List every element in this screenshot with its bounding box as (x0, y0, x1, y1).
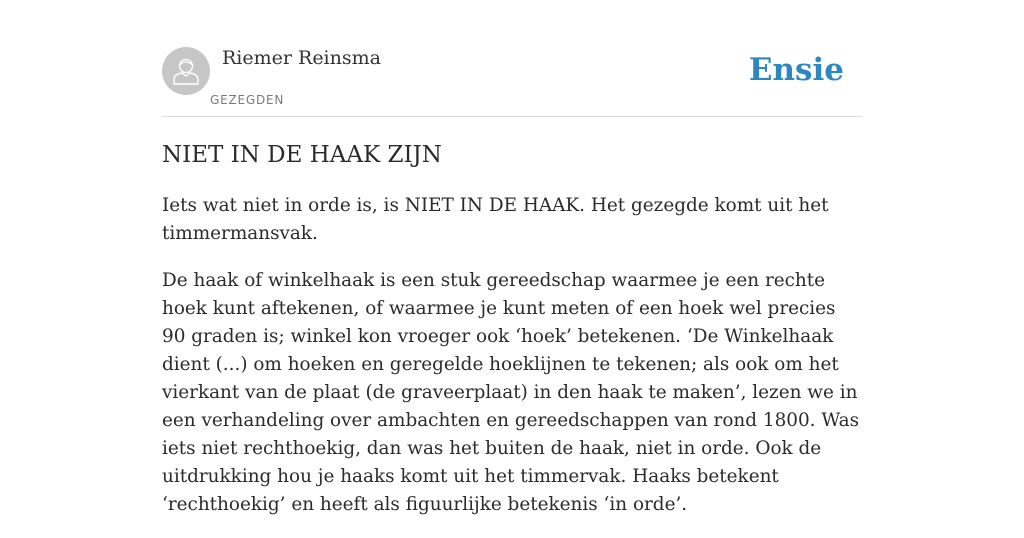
paragraph-intro: Iets wat niet in orde is, is NIET IN DE HAAK. Het gezegde komt uit het timmermansvak. (162, 195, 829, 244)
category-link[interactable]: GEZEGDEN (210, 93, 285, 107)
author-name-link[interactable]: Riemer Reinsma (222, 47, 381, 69)
user-avatar-icon (162, 47, 210, 95)
article-body (162, 192, 862, 538)
ensie-logo-link[interactable]: Ensie (748, 52, 844, 88)
page-container (162, 0, 862, 515)
author-avatar[interactable] (162, 47, 210, 95)
article-header (162, 0, 862, 117)
article-title: NIET IN DE HAAK ZIJN (162, 142, 442, 168)
paragraph-explanation: De haak of winkelhaak is een stuk gereedschap waarmee je een rechte hoek kunt aftekenen, of waarmee je kunt meten of een hoek wel precies 90 graden is; winkel kon vroeger ook ‘hoek’ betekenen. ‘De Winkelhaak dient (...) om hoeken en geregelde hoeklijnen te tekenen; als ook om het vierkant van de plaat (de graveerplaat) in den haak te maken’, lezen we in een verhandeling over ambachten en gereedschappen van rond 1800. Was iets niet rechthoekig, dan was het buiten de haak, niet in orde. Ook de uitdrukking hou je haaks komt uit het timmervak. Haaks betekent ‘rechthoekig’ en heeft als figuurlijke betekenis ‘in orde’. (162, 270, 860, 515)
